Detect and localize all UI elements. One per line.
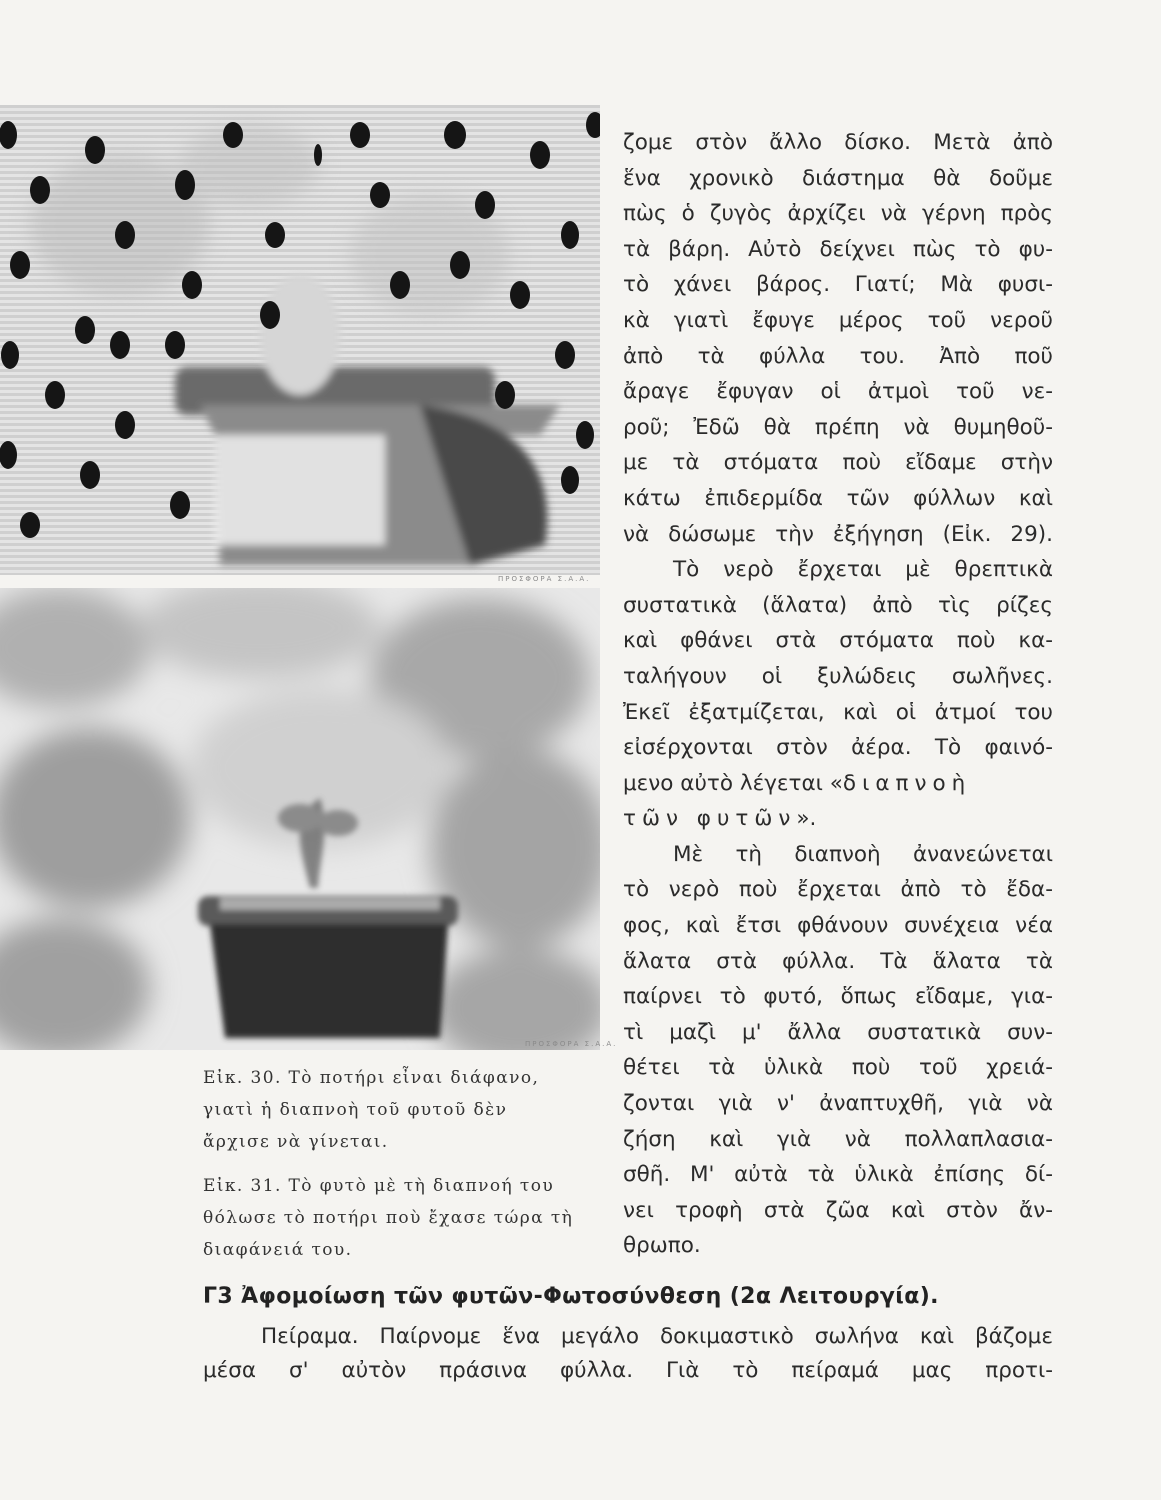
text-line: θρωπο. — [623, 1233, 701, 1259]
text-line: φος, καὶ ἔτσι φθάνουν συνέχεια νέα — [623, 913, 1053, 939]
text-line: ζήση καὶ γιὰ νὰ πολλαπλασια- — [623, 1126, 1053, 1152]
term-emphasis: διαπνοὴ — [842, 770, 972, 796]
text-line: με τὰ στόματα ποὺ εἴδαμε στὴν — [623, 450, 1053, 476]
caption-figure-30: Εἰκ. 30. Τὸ ποτήρι εἶναι διάφανο, γιατὶ ἡ διαπνοὴ τοῦ φυτοῦ δὲν ἄρχισε νὰ γίνεται. — [203, 1068, 540, 1152]
figure-31-image — [0, 588, 600, 1050]
paragraph-start-line: Πείραμα. Παίρνομε ἕνα μεγάλο δοκιμαστικὸ σωλήνα καὶ βάζομε — [261, 1324, 1053, 1349]
text-line: τὰ βάρη. Αὐτὸ δείχνει πὼς τὸ φυ- — [623, 236, 1053, 262]
text-line: συστατικὰ (ἅλατα) ἀπὸ τὶς ρίζες — [623, 592, 1053, 618]
figure-30-photo — [0, 105, 600, 575]
text-line: θέτει τὰ ὑλικὰ ποὺ τοῦ χρειά- — [623, 1055, 1053, 1081]
text-line: νὰ δώσωμε τὴν ἐξήγηση (Εἰκ. 29). — [623, 521, 1053, 547]
text-line: τὸ νερὸ ποὺ ἔρχεται ἀπὸ τὸ ἔδα- — [623, 877, 1053, 903]
figure-captions — [203, 1062, 581, 1266]
body-text-column — [623, 125, 1053, 1264]
text-line: ἅλατα στὰ φύλλα. Τὰ ἅλατα τὰ — [623, 948, 1053, 974]
text-line: κὰ γιατὶ ἔφυγε μέρος τοῦ νεροῦ — [623, 307, 1053, 333]
text-line: ἀπὸ τὰ φύλλα του. Ἀπὸ ποῦ — [623, 343, 1053, 369]
caption-figure-31: Εἰκ. 31. Τὸ φυτὸ μὲ τὴ διαπνοή του θόλωσε τὸ ποτήρι ποὺ ἔχασε τώρα τὴ διαφάνειά του. — [203, 1176, 574, 1260]
text-line: Ἐκεῖ ἐξατμίζεται, καὶ οἱ ἀτμοί του — [623, 699, 1053, 725]
term-emphasis: τῶν φυτῶν — [623, 806, 797, 832]
paragraph-start-line: Τὸ νερὸ ἔρχεται μὲ θρεπτικὰ — [673, 557, 1053, 583]
photo-credit: ΠΡΟΣΦΟΡΑ Σ.Α.Α. — [525, 1040, 618, 1048]
figure-31-photo — [0, 588, 600, 1050]
text-fragment: μενο αὐτὸ λέγεται « — [623, 770, 843, 796]
text-line: μέσα σ' αὐτὸν πράσινα φύλλα. Γιὰ τὸ πείραμά μας προτι- — [203, 1358, 1053, 1383]
text-line: ἄραγε ἔφυγαν οἱ ἀτμοὶ τοῦ νε- — [623, 379, 1053, 405]
text-line: νει τροφὴ στὰ ζῶα καὶ στὸν ἄν- — [623, 1197, 1053, 1223]
figure-30-image — [0, 105, 600, 575]
section-paragraph — [203, 1320, 1053, 1388]
text-line: ταλήγουν οἱ ξυλώδεις σωλῆνες. — [623, 663, 1053, 689]
text-line: ἕνα χρονικὸ διάστημα θὰ δοῦμε — [623, 165, 1053, 191]
text-line: πὼς ὁ ζυγὸς ἀρχίζει νὰ γέρνη πρὸς — [623, 201, 1053, 227]
text-fragment: ». — [796, 806, 817, 832]
text-line: καὶ φθάνει στὰ στόματα ποὺ κα- — [623, 628, 1053, 654]
text-line: τὶ μαζὶ μ' ἄλλα συστατικὰ συν- — [623, 1019, 1053, 1045]
text-line: ζονται γιὰ ν' ἀναπτυχθῆ, γιὰ νὰ — [623, 1091, 1053, 1117]
text-line — [623, 801, 1053, 837]
photo-credit: ΠΡΟΣΦΟΡΑ Σ.Α.Α. — [498, 575, 591, 583]
text-line: παίρνει τὸ φυτό, ὅπως εἴδαμε, για- — [623, 984, 1053, 1010]
text-line: ζομε στὸν ἄλλο δίσκο. Μετὰ ἀπὸ — [623, 130, 1053, 155]
text-line: σθῆ. Μ' αὐτὰ τὰ ὑλικὰ ἐπίσης δί- — [623, 1162, 1053, 1188]
text-line: ροῦ; Ἐδῶ θὰ πρέπη νὰ θυμηθοῦ- — [623, 414, 1053, 440]
text-line: εἰσέρχονται στὸν ἀέρα. Τὸ φαινό- — [623, 735, 1053, 761]
text-line: κάτω ἐπιδερμίδα τῶν φύλλων καὶ — [623, 485, 1053, 511]
text-line — [623, 766, 1053, 802]
text-line: τὸ χάνει βάρος. Γιατί; Μὰ φυσι- — [623, 272, 1053, 298]
paragraph-start-line: Μὲ τὴ διαπνοὴ ἀνανεώνεται — [673, 841, 1053, 867]
section-heading: Γ3 Ἀφομοίωση τῶν φυτῶν-Φωτοσύνθεση (2α Λειτουργία). — [203, 1284, 939, 1309]
